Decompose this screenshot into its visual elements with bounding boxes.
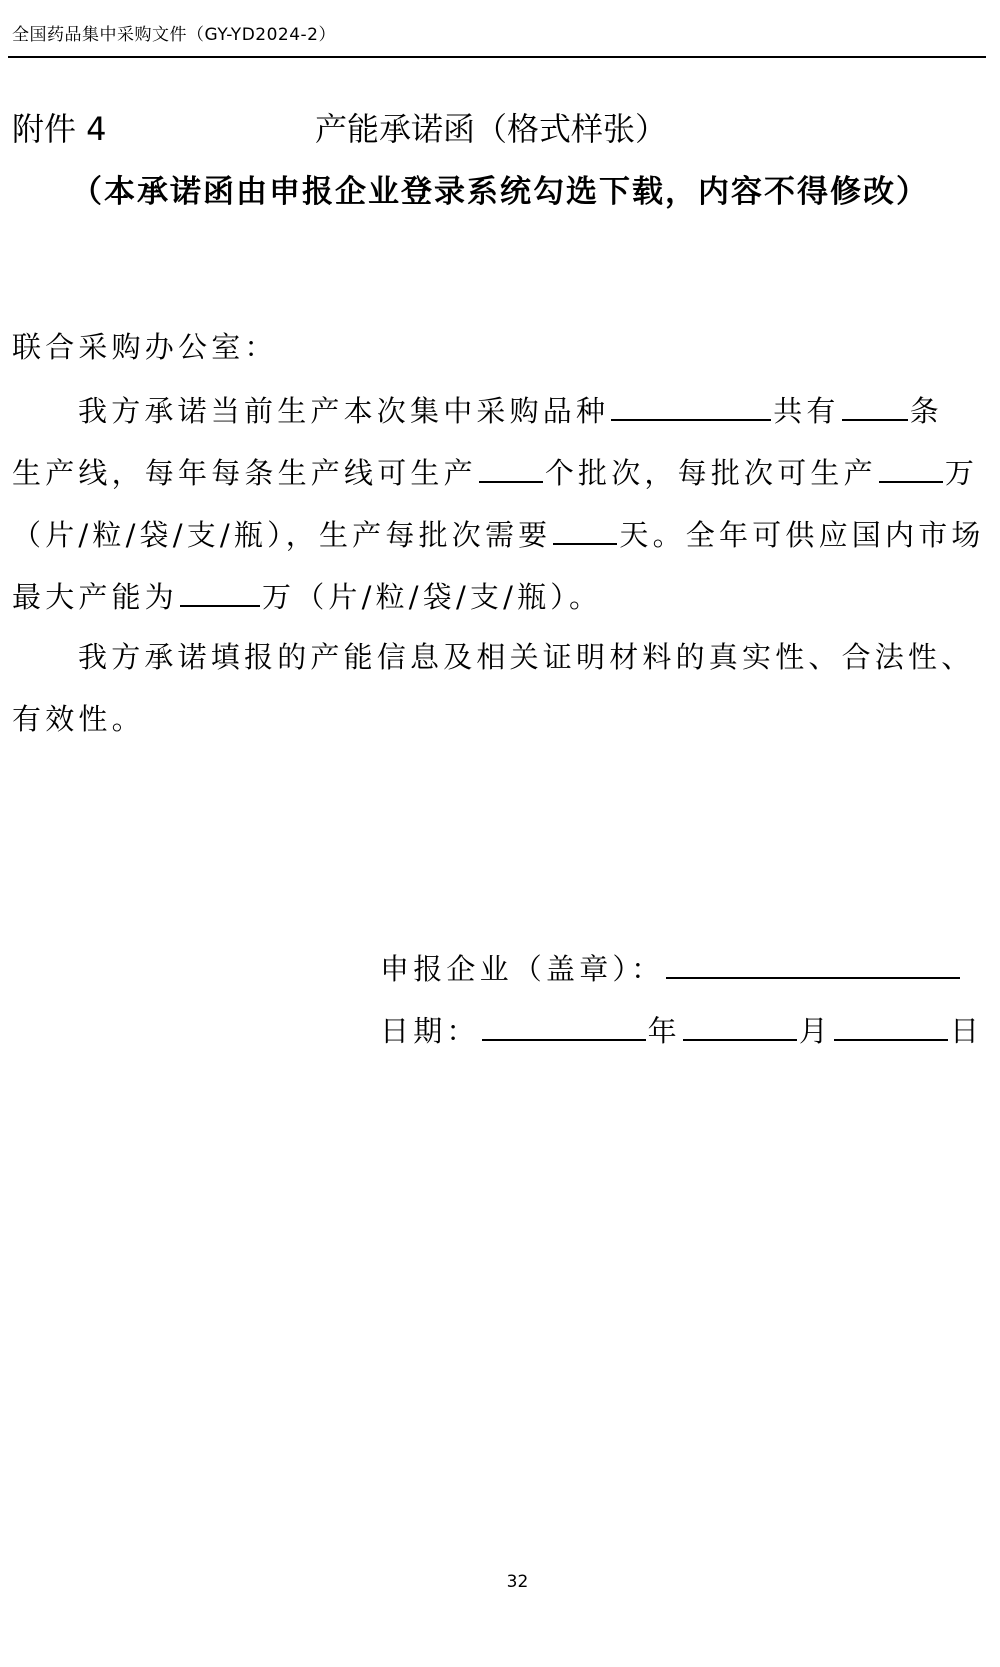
paragraph-1-line-4 [12,581,602,612]
document-subtitle: （本承诺函由申报企业登录系统勾选下载，内容不得修改） [71,174,929,210]
company-seal-row [380,953,962,984]
date-label: 日期： [380,1014,480,1048]
max-capacity-blank[interactable] [180,581,260,607]
paragraph-2-line-2: 有效性。 [12,702,145,736]
text-segment: 条 [909,394,943,428]
day-blank[interactable] [834,1015,948,1041]
year-blank[interactable] [482,1015,646,1041]
salutation: 联合采购办公室： [12,330,278,364]
paragraph-2-line-1: 我方承诺填报的产能信息及相关证明材料的真实性、合法性、 [78,640,975,674]
paragraph-1-line-1 [78,395,943,426]
text-segment: 天。全年可供应国内市场 [619,518,985,552]
date-row [380,1015,983,1046]
attachment-label: 附件 4 [12,110,107,148]
text-segment: 生产线，每年每条生产线可生产 [12,456,477,490]
batch-quantity-blank[interactable] [879,457,943,483]
day-label: 日 [950,1014,984,1048]
line-count-blank[interactable] [842,395,908,421]
year-label: 年 [647,1014,681,1048]
text-segment: 共有 [773,394,840,428]
page-number: 32 [506,1572,529,1592]
text-segment: 个批次，每批次可生产 [544,456,877,490]
batch-days-blank[interactable] [553,519,617,545]
batch-count-blank[interactable] [479,457,543,483]
text-segment: 最大产能为 [12,580,179,614]
running-header: 全国药品集中采购文件（GY-YD2024-2） [12,25,336,45]
text-segment: （片/粒/袋/支/瓶），生产每批次需要 [12,518,552,552]
company-seal-label: 申报企业（盖章）： [380,952,665,986]
document-title: 产能承诺函（格式样张） [315,110,668,148]
text-segment: 我方承诺当前生产本次集中采购品种 [78,394,610,428]
paragraph-1-line-3 [12,519,985,550]
month-blank[interactable] [683,1015,797,1041]
header-divider [8,56,986,58]
paragraph-1-line-2 [12,457,978,488]
product-name-blank[interactable] [611,395,771,421]
text-segment: 万（片/粒/袋/支/瓶）。 [262,580,603,614]
text-segment: 万 [944,456,979,490]
month-label: 月 [798,1014,833,1048]
company-seal-blank[interactable] [666,953,960,979]
